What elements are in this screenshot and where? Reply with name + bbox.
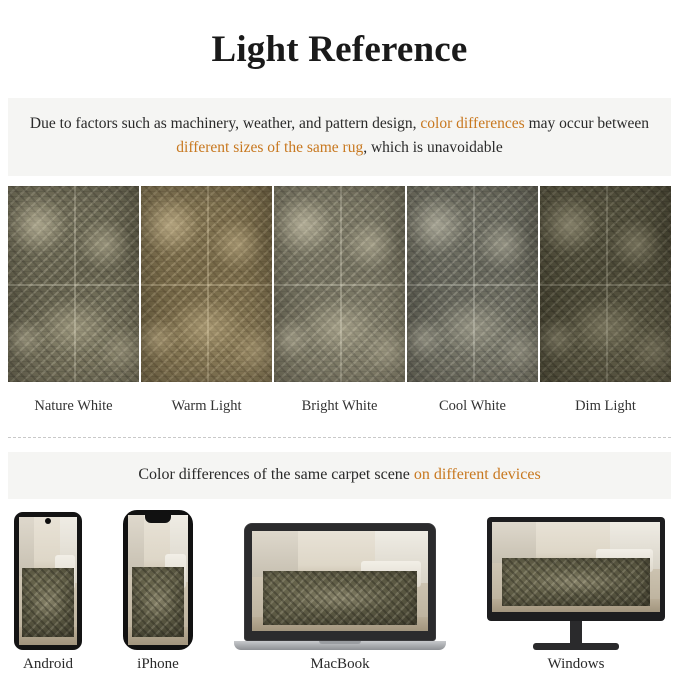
macbook-lid (244, 523, 436, 641)
color-difference-notice (8, 98, 671, 176)
rug-vignette (274, 186, 405, 382)
rug-vignette (540, 186, 671, 382)
device-android (14, 512, 82, 673)
monitor-stand-foot (533, 643, 619, 650)
wall-left (128, 515, 144, 575)
device-difference-band (8, 452, 671, 499)
swatch-bright-white (274, 186, 405, 415)
light-swatch-row (8, 186, 671, 415)
rug-image-nature-white (8, 186, 139, 382)
swatch-label: Warm Light (171, 397, 242, 414)
device-iphone (123, 510, 193, 673)
device-band-highlight: on different devices (413, 465, 541, 483)
notice-text-part1: Due to factors such as machinery, weather, and pattern design, (29, 114, 421, 132)
swatch-label: Cool White (439, 397, 506, 414)
windows-screen (492, 522, 660, 612)
android-screen (19, 517, 77, 645)
rug-in-scene (263, 571, 418, 625)
device-caption: Android (23, 655, 73, 672)
swatch-label: Bright White (301, 397, 378, 414)
rug-vignette (8, 186, 139, 382)
notice-text-part3: , which is unavoidable (363, 138, 503, 156)
swatch-nature-white (8, 186, 139, 415)
rug-in-scene (22, 568, 73, 637)
swatch-warm-light (141, 186, 272, 415)
device-band-text: Color differences of the same carpet scene (138, 465, 414, 483)
device-row (14, 513, 665, 673)
monitor-stand-neck (570, 621, 582, 643)
camera-dot-icon (45, 518, 51, 524)
notice-highlight-color-differences: color differences (420, 114, 525, 132)
device-caption: iPhone (137, 655, 179, 672)
rug-in-scene (502, 558, 650, 607)
wall-left (19, 517, 34, 576)
page-title: Light Reference (211, 28, 468, 70)
monitor-panel (487, 517, 665, 621)
android-phone-frame (14, 512, 82, 650)
iphone-frame (123, 510, 193, 650)
device-macbook (234, 523, 446, 673)
section-divider (8, 437, 671, 438)
rug-vignette (407, 186, 538, 382)
device-caption: MacBook (310, 655, 370, 672)
notice-text-part2: may occur between (524, 114, 650, 132)
rug-image-warm-light (141, 186, 272, 382)
rug-image-dim-light (540, 186, 671, 382)
macbook-screen (252, 531, 428, 631)
swatch-label: Dim Light (575, 397, 636, 414)
device-windows (487, 517, 665, 673)
windows-monitor-frame (487, 517, 665, 650)
light-reference-page (0, 25, 679, 672)
swatch-label: Nature White (34, 397, 113, 414)
iphone-screen (128, 515, 188, 645)
swatch-cool-white (407, 186, 538, 415)
macbook-frame (234, 523, 446, 650)
rug-image-cool-white (407, 186, 538, 382)
macbook-base (234, 641, 446, 650)
notice-highlight-different-sizes: different sizes of the same rug (176, 138, 364, 156)
swatch-dim-light (540, 186, 671, 415)
rug-image-bright-white (274, 186, 405, 382)
notch-icon (145, 515, 171, 523)
device-caption: Windows (547, 655, 605, 672)
rug-in-scene (132, 567, 185, 637)
rug-vignette (141, 186, 272, 382)
